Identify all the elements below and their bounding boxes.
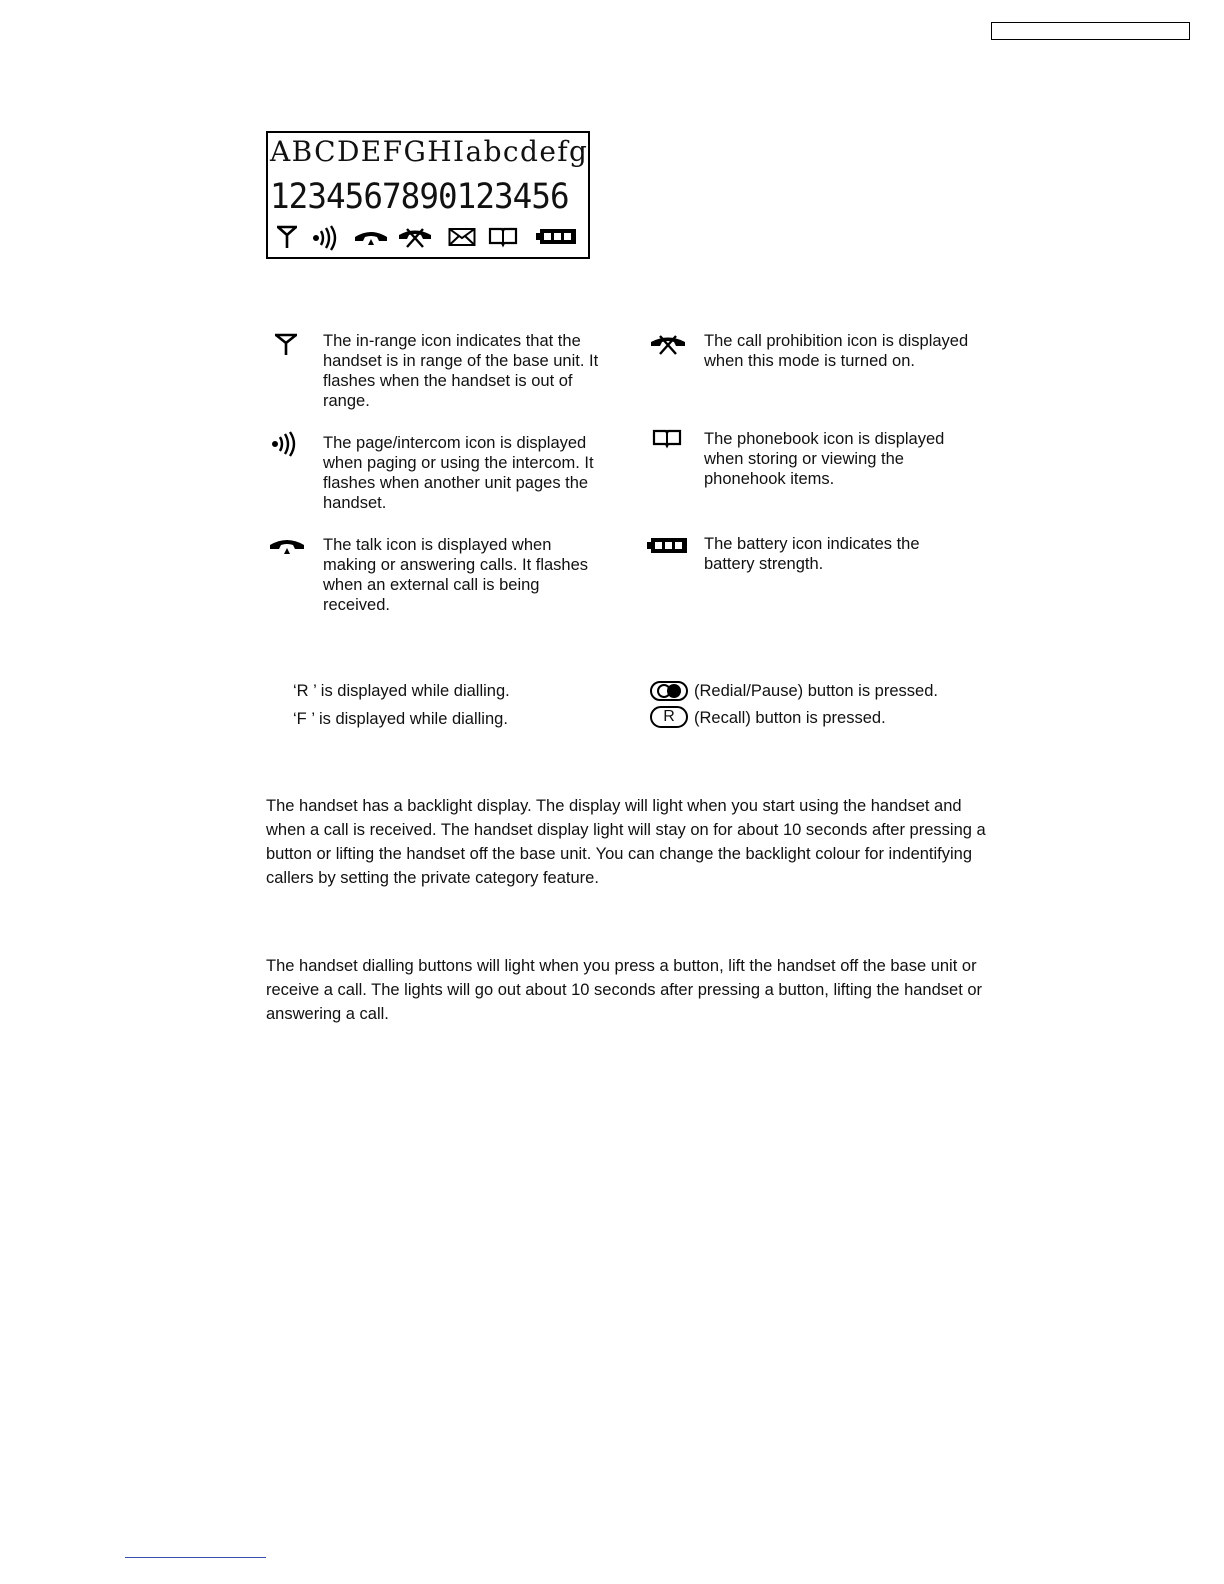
in-range-description: The in-range icon indicates that the handset is in range of the base unit. It flashes when the handset is out of range.: [323, 332, 599, 410]
lcd-line-2: 1234567890123456: [270, 177, 569, 217]
dialling-buttons-paragraph: The handset dialling buttons will light when you press a button, lift the handset off the base unit or receive a call. The lights will go out about 10 seconds after pressing a button, lifting the handset or answering a call.: [266, 957, 983, 1023]
talk-icon: [354, 225, 388, 247]
battery-description: The battery icon indicates the battery strength.: [704, 535, 920, 573]
in-range-icon: [276, 225, 298, 249]
battery-icon: [647, 536, 689, 556]
redial-pause-button-icon: [650, 681, 688, 701]
in-range-icon: [274, 333, 298, 357]
phonebook-icon: [652, 428, 682, 448]
f-indicator-text: ‘F ’ is displayed while dialling.: [293, 710, 508, 728]
call-prohibition-description: The call prohibition icon is displayed when this mode is turned on.: [704, 332, 969, 370]
header-model-box: [991, 22, 1190, 40]
lcd-display: [266, 131, 590, 259]
lcd-icon-row: [272, 225, 584, 251]
page-intercom-icon: [271, 431, 299, 455]
phonebook-icon: [488, 225, 518, 247]
page-intercom-description: The page/intercom icon is displayed when paging or using the intercom. It flashes when another unit pages the handset.: [323, 434, 594, 512]
recall-button-icon: [650, 706, 688, 728]
recall-text: (Recall) button is pressed.: [694, 709, 886, 727]
lcd-line-1: ABCDEFGHIabcdefg: [270, 135, 589, 168]
redial-pause-text: (Redial/Pause) button is pressed.: [694, 682, 938, 700]
backlight-paragraph: The handset has a backlight display. The display will light when you start using the handset and when a call is received. The handset display light will stay on for about 10 seconds after pressing a button or lifting the handset off the base unit. You can change the backlight colour for indentifying callers by setting the private category feature.: [266, 797, 986, 887]
mail-icon: [448, 225, 476, 247]
footer-link-underline: [125, 1557, 266, 1558]
talk-icon: [269, 535, 305, 555]
battery-icon: [536, 225, 578, 247]
recall-button-letter: R: [663, 708, 675, 725]
talk-description: The talk icon is displayed when making or answering calls. It flashes when an external call is being received.: [323, 536, 589, 614]
call-prohibition-icon: [398, 225, 432, 249]
page-intercom-icon: [312, 225, 338, 249]
r-indicator-text: ‘R ’ is displayed while dialling.: [293, 682, 510, 700]
call-prohibition-icon: [650, 332, 686, 356]
phonebook-description: The phonebook icon is displayed when storing or viewing the phonehook items.: [704, 430, 945, 488]
